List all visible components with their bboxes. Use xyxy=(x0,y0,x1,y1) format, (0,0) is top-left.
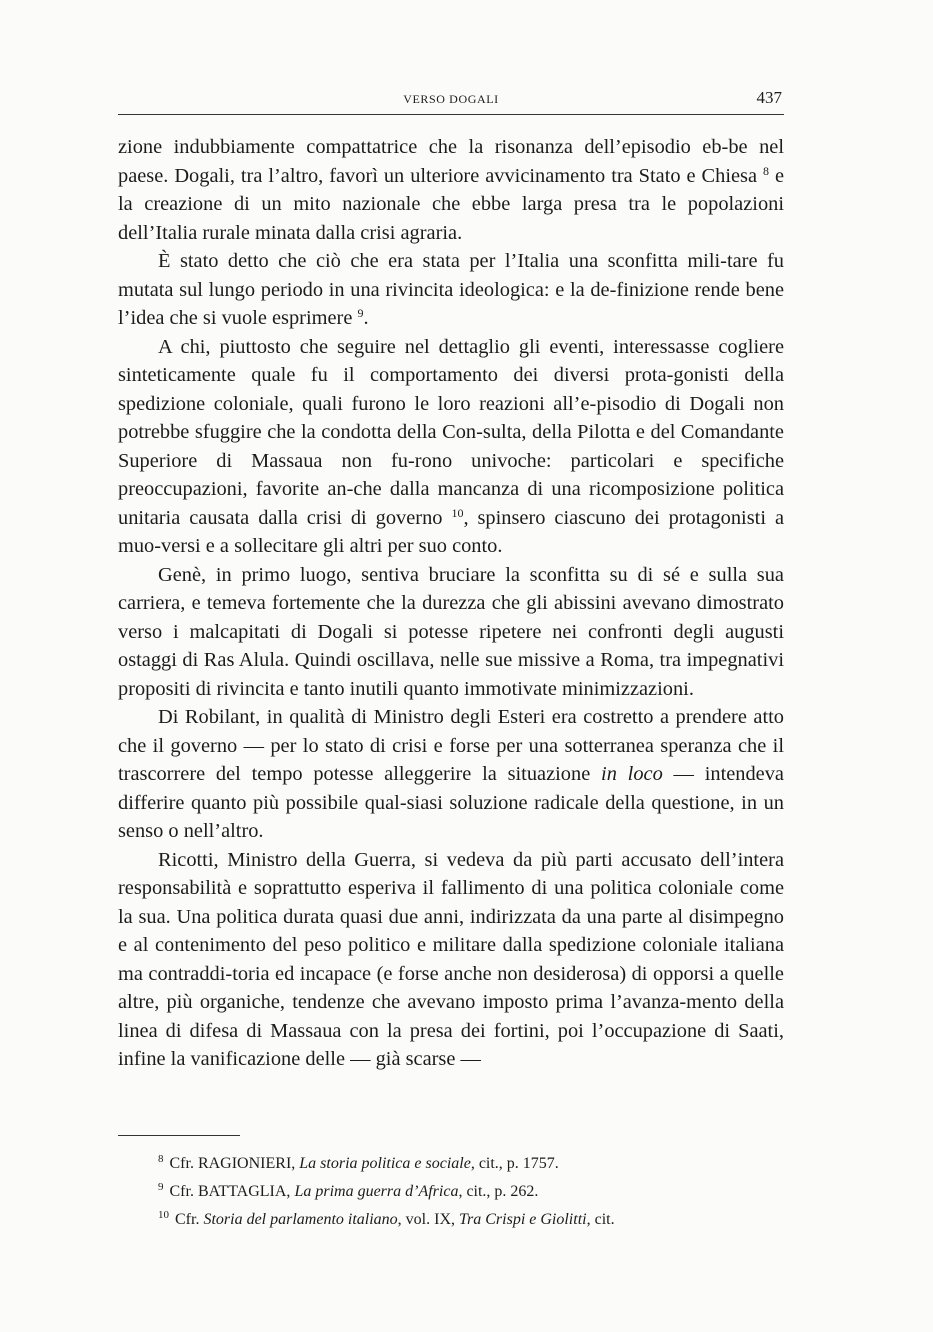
paragraph xyxy=(118,846,784,1074)
paragraph xyxy=(118,703,784,846)
text-run: , spinsero ciascuno dei protagonisti a muo-versi e a sollecitare gli altri per suo conto. xyxy=(118,506,784,557)
page-number: 437 xyxy=(756,88,782,107)
text-run: Genè, in primo luogo, sentiva bruciare la sconfitta su di sé e sulla sua carriera, e temeva fortemente che la durezza che gli abissini avevano dimostrato verso i malcapitati di Dogali si potesse ripetere nei confronti degli augusti ostaggi di Ras Alula. Quindi oscillava, nelle sue missive a Roma, tra impegnativi propositi di rivincita e tanto inutili quanto immotivate minimizzazioni. xyxy=(118,563,784,700)
italic-text: in loco xyxy=(601,763,663,785)
text-run: — intendeva differire quanto più possibile qual-siasi soluzione radicale della questione, in un senso o nell’altro. xyxy=(118,763,784,842)
footnote xyxy=(158,1150,778,1178)
footnote-ref: 9 xyxy=(357,306,364,320)
text-run: , cit., p. 262. xyxy=(458,1183,539,1200)
running-head xyxy=(118,88,784,110)
text-run: Cfr. xyxy=(175,1211,204,1228)
italic-text: La prima guerra d’Africa xyxy=(294,1183,459,1200)
text-run: , cit., p. 1757. xyxy=(470,1155,559,1172)
paragraph xyxy=(118,247,784,333)
footnote-rule xyxy=(118,1135,240,1136)
footnote-ref: 8 xyxy=(763,163,769,178)
text-run: Di Robilant, in qualità di Ministro degli Esteri era costretto a prendere atto che il governo — per lo stato di crisi e forse per una sotterranea speranza che il trascorrere del tempo potesse alleggerire la situazione xyxy=(118,706,784,785)
text-run: e la creazione di un mito nazionale che ebbe larga presa tra le popolazioni dell’Italia rurale minata dalla crisi agraria. xyxy=(118,164,785,244)
footnote-ref: 10 xyxy=(451,505,464,520)
text-run: Ricotti, Ministro della Guerra, si vedeva da più parti accusato dell’intera responsabilità e soprattutto esperiva il fallimento di una politica coloniale come la sua. Una politica durata quasi due anni, indirizzata da una parte al disimpegno e al contenimento del peso politico e militare dalla spedizione coloniale italiana ma contraddi-toria ed incapace (e forse anche non desiderosa) di opporsi a quelle altre, più organiche, tendenze che avevano imposto prima l’avanza-mento della linea di difesa di Massaua con la presa dei fortini, poi l’occupazione di Saati, infine la vanificazione delle — già scarse — xyxy=(118,848,784,1070)
text-run: Cfr. BATTAGLIA, xyxy=(169,1183,295,1200)
paragraph xyxy=(118,333,784,561)
italic-text: Storia del parlamento italiano xyxy=(203,1211,398,1228)
footnote-number: 9 xyxy=(158,1181,164,1193)
text-run: zione indubbiamente compattatrice che la risonanza dell’episodio eb-be nel paese. Dogali, tra l’altro, favorì un ulteriore avvicinamento tra Stato e Chiesa xyxy=(118,136,784,187)
footnote xyxy=(158,1178,778,1206)
header-rule xyxy=(118,114,784,115)
text-run: Cfr. RAGIONIERI, xyxy=(169,1155,300,1172)
italic-text: La storia politica e sociale xyxy=(299,1155,471,1172)
footnote xyxy=(158,1206,778,1234)
italic-text: Tra Crispi e Giolitti xyxy=(459,1211,587,1228)
footnotes xyxy=(158,1150,778,1234)
running-title: VERSO DOGALI xyxy=(403,92,499,106)
text-run: A chi, piuttosto che seguire nel dettaglio gli eventi, interessasse cogliere sinteticamente quale fu il comportamento dei diversi prota-gonisti della spedizione coloniale, quali furono le loro reazioni all’e-pisodio di Dogali non potrebbe sfuggire che la condotta della Con-sulta, della Pilotta e del Comandante Superiore di Massaua non fu-rono univoche: particolari e specifiche preoccupazioni, favorite an-che dalla mancanza di una ricomposizione politica unitaria causata dalla crisi di governo xyxy=(118,335,784,529)
paragraph xyxy=(118,561,784,704)
text-run: È stato detto che ciò che era stata per l’Italia una sconfitta mili-tare fu mutata sul lungo periodo in una rivincita ideologica: e la de-finizione rende bene l’idea che si vuole esprimere xyxy=(118,250,784,329)
body-text xyxy=(118,133,784,1074)
footnote-number: 10 xyxy=(158,1209,169,1221)
footnote-number: 8 xyxy=(158,1153,164,1165)
text-run: . xyxy=(363,307,369,329)
paragraph xyxy=(118,133,784,247)
text-run: , cit. xyxy=(586,1211,615,1228)
text-run: , vol. IX, xyxy=(397,1211,459,1228)
